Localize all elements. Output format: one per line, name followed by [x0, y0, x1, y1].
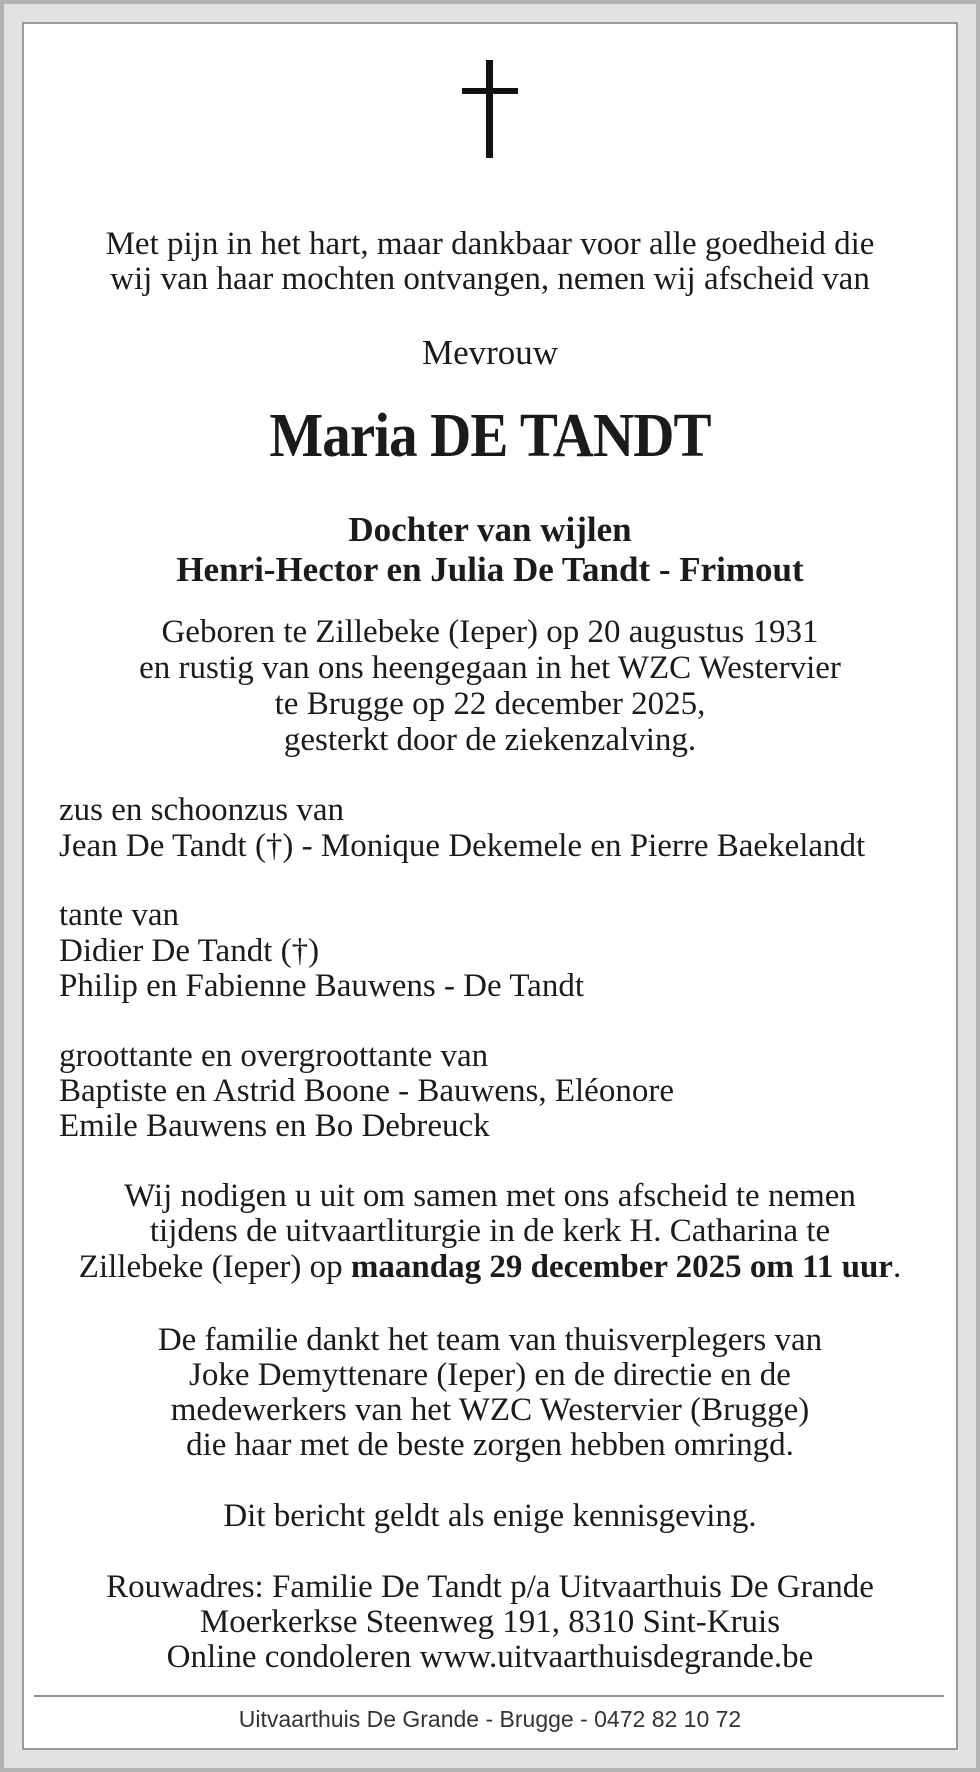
aunt-label: tante van: [59, 897, 180, 933]
greataunt-label: groottante en overgroottante van: [59, 1038, 489, 1074]
intro-line-2: wij van haar mochten ontvangen, nemen wij afscheid van: [110, 261, 870, 297]
intro-line-1: Met pijn in het hart, maar dankbaar voor alle goedheid die: [105, 226, 875, 262]
invitation-line-3-suffix: .: [892, 1249, 902, 1285]
birth-line-1: Geboren te Zillebeke (Ieper) op 20 augustus 1931: [161, 614, 819, 650]
latin-cross-icon: [462, 60, 518, 158]
birth-line-3: te Brugge op 22 december 2025,: [274, 686, 706, 722]
parents-line-2: Henri-Hector en Julia De Tandt - Frimout: [176, 550, 804, 589]
sibling-names: Jean De Tandt (†) - Monique Dekemele en Pierre Baekelandt: [59, 828, 866, 864]
birth-line-4: gesterkt door de ziekenzalving.: [283, 722, 697, 758]
greataunt-line-1: Baptiste en Astrid Boone - Bauwens, Eléonore: [59, 1073, 674, 1109]
invitation-line-1: Wij nodigen u uit om samen met ons afscheid te nemen: [124, 1178, 856, 1214]
address-line-2: Moerkerkse Steenweg 191, 8310 Sint-Kruis: [199, 1604, 781, 1640]
footer-divider: [34, 1695, 944, 1697]
thanks-line-3: medewerkers van het WZC Westervier (Brugge): [170, 1392, 810, 1428]
cross-vertical-bar: [486, 60, 493, 158]
notice: Dit bericht geldt als enige kennisgeving.: [223, 1498, 757, 1534]
address-line-1: Rouwadres: Familie De Tandt p/a Uitvaarthuis De Grande: [106, 1569, 874, 1605]
invitation-line-2: tijdens de uitvaartliturgie in de kerk H. Catharina te: [149, 1213, 831, 1249]
parents-line-1: Dochter van wijlen: [348, 510, 632, 549]
invitation-line-3: [30, 1251, 950, 1284]
thanks-line-1: De familie dankt het team van thuisverplegers van: [157, 1322, 823, 1358]
thanks-line-4: die haar met de beste zorgen hebben omringd.: [186, 1427, 794, 1463]
thanks-line-2: Joke Demyttenare (Ieper) en de directie en de: [189, 1357, 791, 1393]
sibling-label: zus en schoonzus van: [59, 792, 345, 828]
aunt-line-2: Philip en Fabienne Bauwens - De Tandt: [59, 968, 584, 1004]
aunt-line-1: Didier De Tandt (†): [59, 933, 320, 969]
invitation-line-3-prefix: Zillebeke (Ieper) op: [78, 1249, 351, 1285]
cross-horizontal-bar: [462, 88, 518, 94]
funeral-date-time: maandag 29 december 2025 om 11 uur: [350, 1249, 893, 1285]
birth-line-2: en rustig van ons heengegaan in het WZC Westervier: [139, 650, 841, 686]
greataunt-line-2: Emile Bauwens en Bo Debreuck: [59, 1108, 490, 1144]
footer-credit: Uitvaarthuis De Grande - Brugge - 0472 82 10 72: [238, 1706, 742, 1732]
honorific: Mevrouw: [421, 333, 559, 372]
deceased-name: Maria DE TANDT: [269, 402, 711, 470]
address-line-3: Online condoleren www.uitvaarthuisdegrande.be: [166, 1639, 814, 1675]
